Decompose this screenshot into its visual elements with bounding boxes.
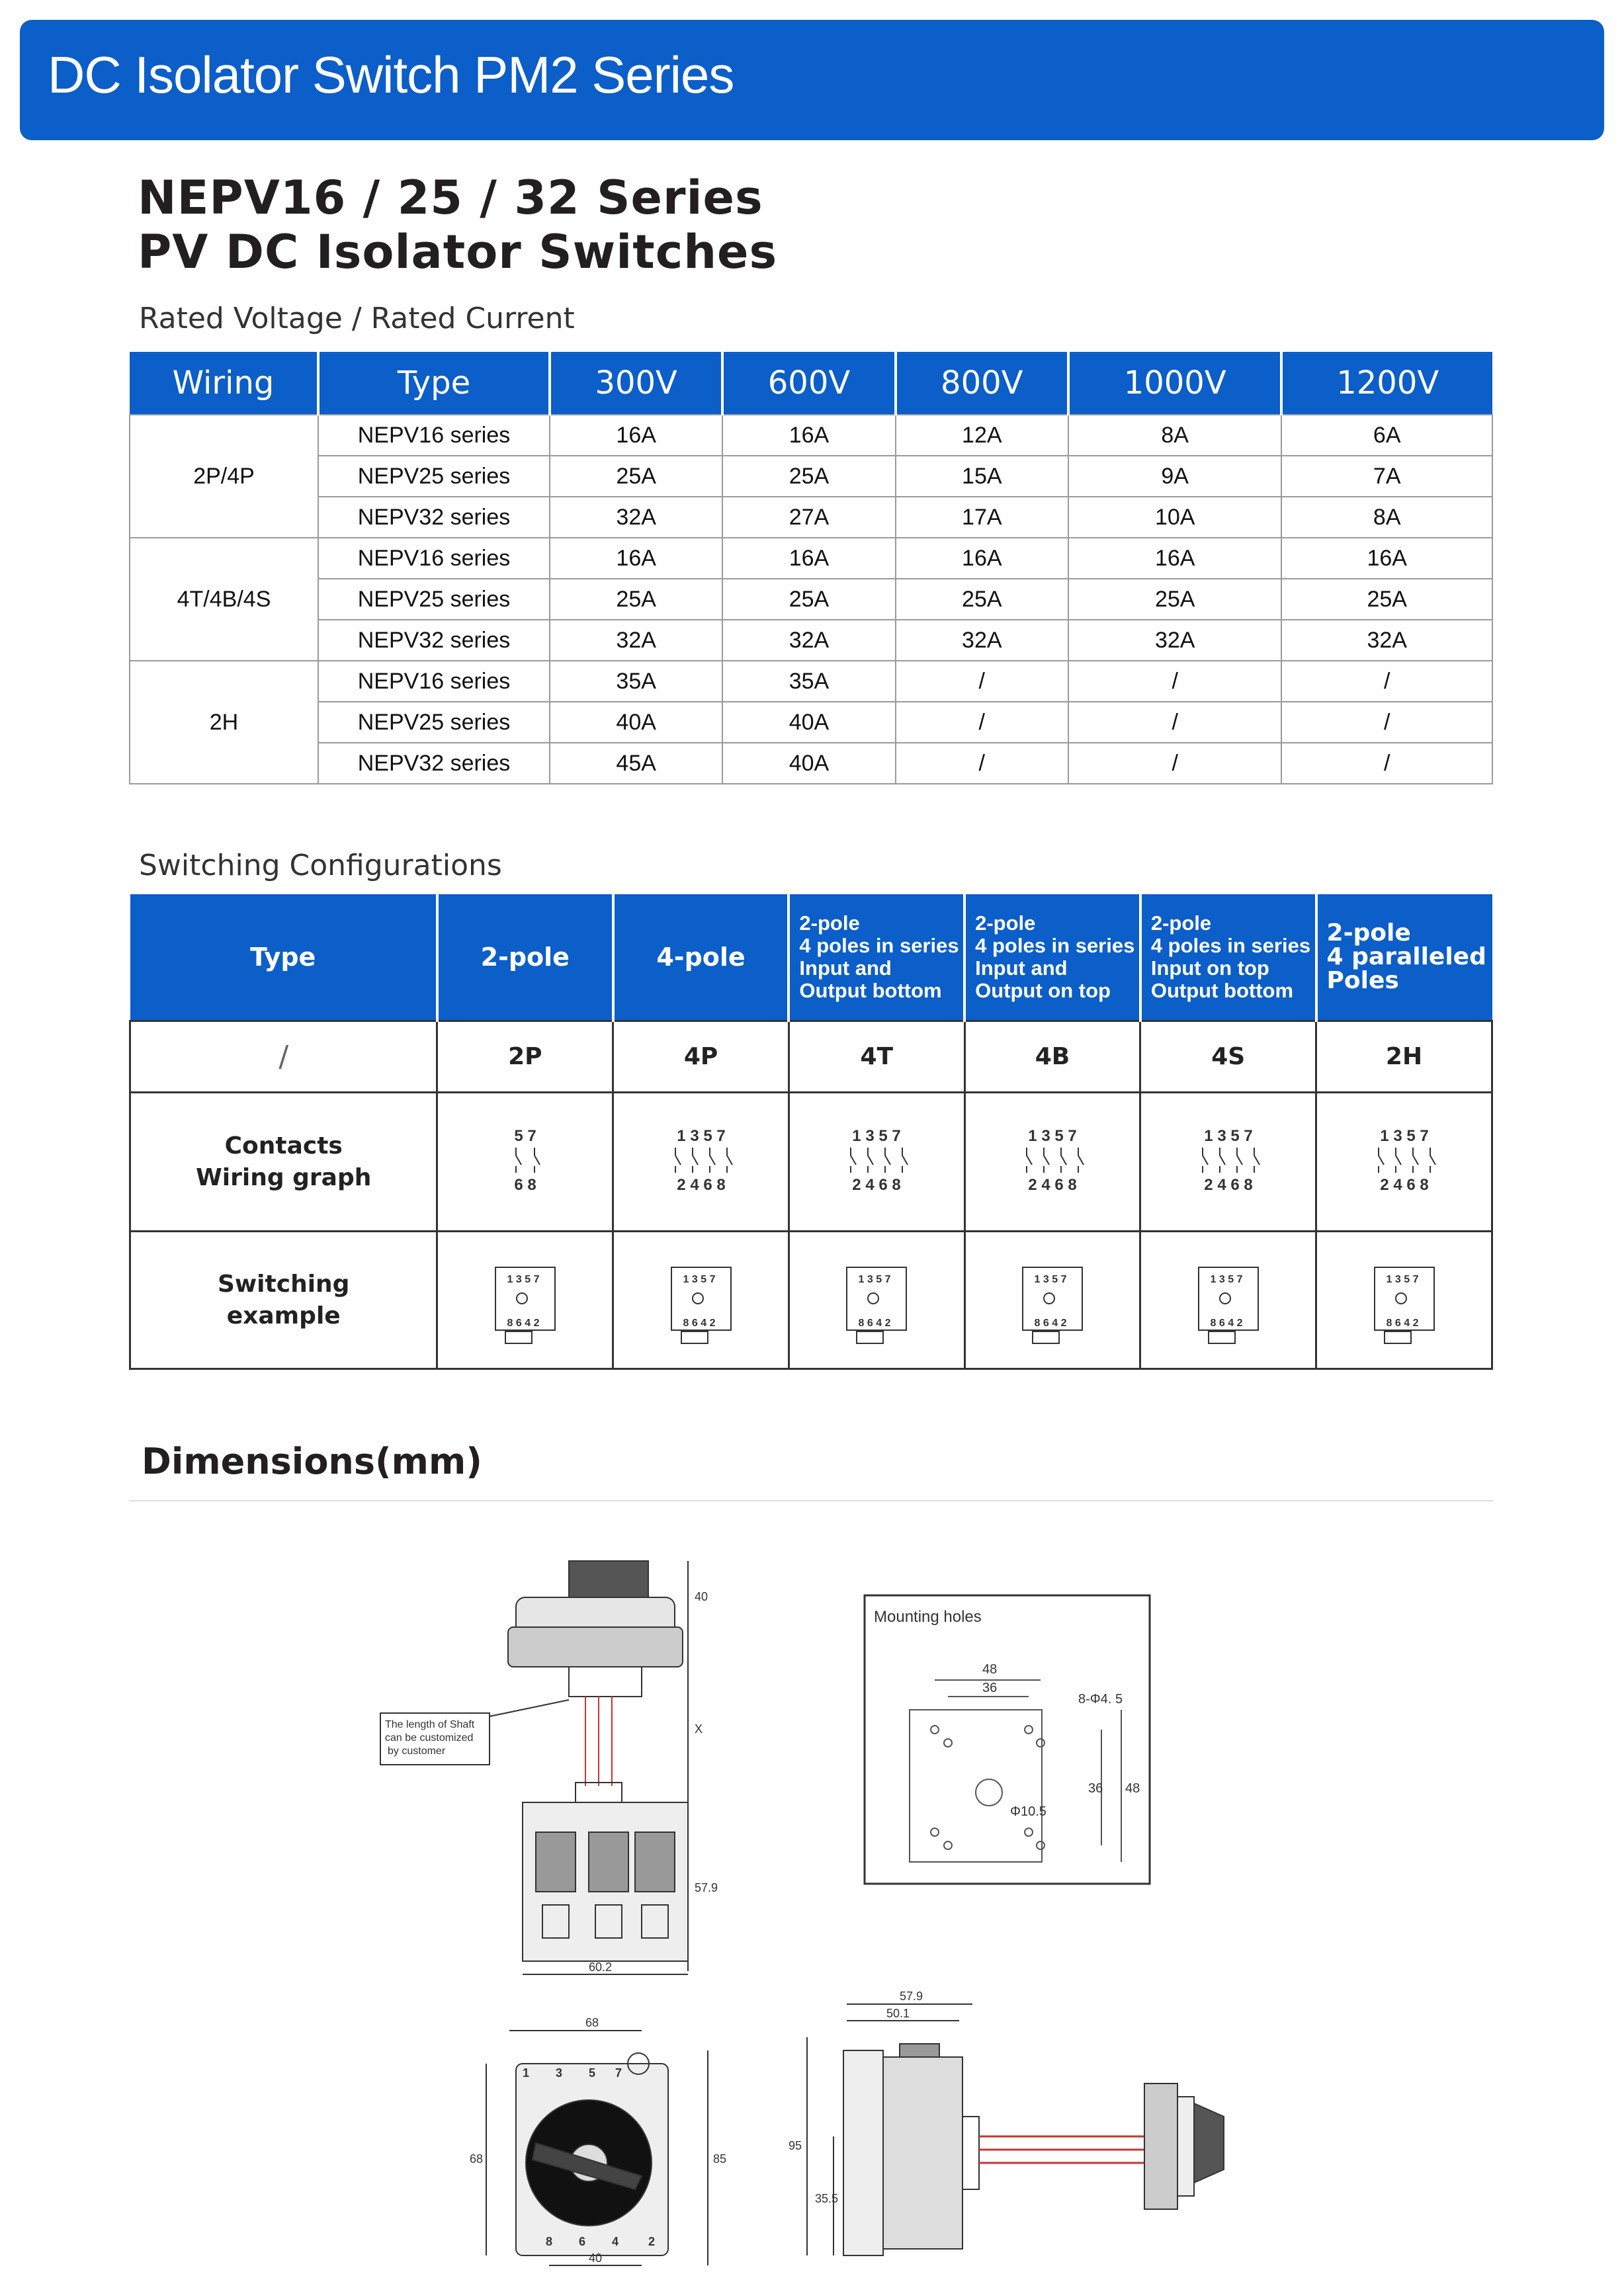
switching-table	[129, 894, 1493, 1370]
current-cell: /	[896, 702, 1068, 743]
current-cell: 8A	[1068, 415, 1282, 456]
section-divider	[129, 1500, 1493, 1501]
front-terminal-3: 3	[556, 2066, 563, 2080]
contacts-top-labels: 1 3 5 7	[852, 1127, 901, 1145]
type-cell: NEPV16 series	[318, 661, 550, 702]
current-cell: /	[1281, 743, 1492, 784]
front-dim-top: 68	[585, 2016, 599, 2029]
module-bottom-terminals: 8 6 4 2	[1034, 1318, 1067, 1329]
example-label-line1: Switching	[218, 1270, 350, 1298]
current-cell: 12A	[896, 415, 1068, 456]
current-cell: /	[1068, 743, 1282, 784]
switching-example-cell	[437, 1232, 613, 1369]
config-code-cell: 4B	[964, 1021, 1140, 1093]
switching-type-header: Type	[130, 894, 437, 1021]
contacts-graph	[1013, 1122, 1092, 1195]
type-cell: NEPV32 series	[318, 743, 550, 784]
switching-header-line: 2-pole	[1326, 919, 1411, 947]
switching-example-cell	[613, 1232, 789, 1369]
current-cell: 32A	[896, 620, 1068, 661]
contacts-graph-cell	[1316, 1093, 1492, 1232]
contacts-graph	[486, 1122, 565, 1195]
type-cell: NEPV25 series	[318, 456, 550, 497]
rated-header-5: 1000V	[1068, 352, 1282, 415]
front-terminal-5: 5	[589, 2066, 596, 2080]
mount-dim-36-top: 36	[982, 1681, 998, 1695]
side-dim-40: 40	[695, 1590, 708, 1603]
rated-header-6: 1200V	[1281, 352, 1492, 415]
current-cell: 25A	[550, 579, 722, 620]
current-cell: 25A	[1068, 579, 1282, 620]
current-cell: 40A	[550, 702, 722, 743]
module-bottom-terminals: 8 6 4 2	[683, 1318, 715, 1329]
contacts-label-line2: Wiring graph	[196, 1163, 372, 1191]
current-cell: /	[1281, 702, 1492, 743]
current-cell: 16A	[1281, 538, 1492, 579]
contacts-bottom-labels: 2 4 6 8	[1028, 1176, 1077, 1194]
contacts-top-labels: 1 3 5 7	[1203, 1127, 1253, 1145]
current-cell: 35A	[722, 661, 895, 702]
contacts-top-labels: 5 7	[514, 1127, 536, 1145]
wiring-cell: 4T/4B/4S	[130, 538, 318, 661]
shaft-note-line3: by customer	[388, 1746, 446, 1757]
current-cell: 25A	[722, 456, 895, 497]
series-heading-line2: PV DC Isolator Switches	[138, 225, 778, 279]
profile-dim-57-9: 57.9	[900, 1990, 923, 2003]
module-top-terminals: 1 3 5 7	[683, 1274, 715, 1285]
contacts-bottom-labels: 2 4 6 8	[1203, 1176, 1253, 1194]
mount-dim-48-side: 48	[1125, 1781, 1140, 1796]
current-cell: 32A	[1281, 620, 1492, 661]
current-cell: 16A	[722, 415, 895, 456]
mount-dim-36-side: 36	[1088, 1781, 1103, 1796]
switching-header-3	[964, 894, 1140, 1021]
current-cell: 45A	[550, 743, 722, 784]
rated-row	[130, 497, 1492, 538]
switching-header-line: 2-pole	[975, 911, 1036, 935]
switching-header-1: 4-pole	[613, 894, 789, 1021]
wiring-cell: 2P/4P	[130, 415, 318, 538]
front-terminal-7: 7	[615, 2066, 622, 2080]
module-top-terminals: 1 3 5 7	[507, 1274, 540, 1285]
rated-row	[130, 415, 1492, 456]
switching-header-line: 2-pole	[1150, 911, 1212, 935]
front-dim-left: 68	[470, 2152, 484, 2166]
rated-row	[130, 661, 1492, 702]
front-dim-right: 85	[713, 2152, 727, 2166]
module-bottom-terminals: 8 6 4 2	[1210, 1318, 1243, 1329]
rated-header-0: Wiring	[130, 352, 318, 415]
rated-row	[130, 620, 1492, 661]
rated-header-1: Type	[318, 352, 550, 415]
config-code-cell: 4T	[789, 1021, 964, 1093]
contacts-graph-cell	[789, 1093, 964, 1232]
current-cell: 32A	[1068, 620, 1282, 661]
type-cell: NEPV25 series	[318, 579, 550, 620]
contacts-graph-cell	[437, 1093, 613, 1232]
module-bottom-terminals: 8 6 4 2	[1386, 1318, 1418, 1329]
switching-example-cell	[964, 1232, 1140, 1369]
switching-header-line: 2-pole	[799, 911, 860, 935]
rated-header-4: 800V	[896, 352, 1068, 415]
current-cell: 15A	[896, 456, 1068, 497]
current-cell: 8A	[1281, 497, 1492, 538]
shaft-note-line2: can be customized	[385, 1732, 474, 1744]
front-terminal-8: 8	[546, 2235, 553, 2248]
switching-header-line: Output on top	[975, 979, 1111, 1002]
title-banner	[20, 20, 1604, 140]
profile-view-drawing	[774, 1984, 1250, 2269]
config-code-cell: 4P	[613, 1021, 789, 1093]
current-cell: /	[896, 743, 1068, 784]
current-cell: 25A	[896, 579, 1068, 620]
switching-header-2	[789, 894, 964, 1021]
mount-hole-spec: 8-Φ4. 5	[1078, 1692, 1123, 1706]
current-cell: 6A	[1281, 415, 1492, 456]
contacts-graph	[662, 1122, 741, 1195]
current-cell: 16A	[896, 538, 1068, 579]
rated-row	[130, 743, 1492, 784]
switching-header-line: 4 poles in series	[975, 934, 1135, 957]
example-row-label	[130, 1232, 437, 1369]
current-cell: 40A	[722, 702, 895, 743]
rated-header-3: 600V	[722, 352, 895, 415]
type-cell: NEPV32 series	[318, 497, 550, 538]
current-cell: 32A	[550, 620, 722, 661]
module-top-terminals: 1 3 5 7	[1210, 1274, 1243, 1285]
switch-module-icon	[1185, 1244, 1271, 1350]
contacts-bottom-labels: 2 4 6 8	[676, 1176, 726, 1194]
switching-example-cell	[1316, 1232, 1492, 1369]
front-terminal-1: 1	[523, 2066, 530, 2080]
side-view-drawing	[370, 1535, 741, 1991]
type-cell: NEPV32 series	[318, 620, 550, 661]
current-cell: 9A	[1068, 456, 1282, 497]
front-dim-bottom: 40	[589, 2252, 603, 2265]
switching-header-line: Poles	[1326, 967, 1399, 994]
config-code-cell: 2P	[437, 1021, 613, 1093]
rated-caption: Rated Voltage / Rated Current	[139, 302, 575, 335]
current-cell: 16A	[550, 538, 722, 579]
contacts-top-labels: 1 3 5 7	[676, 1127, 726, 1145]
config-code-cell: 2H	[1316, 1021, 1492, 1093]
switch-module-icon	[1361, 1244, 1447, 1350]
config-code-cell: 4S	[1140, 1021, 1316, 1093]
side-dim-57-9: 57.9	[695, 1881, 718, 1894]
current-cell: 25A	[722, 579, 895, 620]
banner-title: DC Isolator Switch PM2 Series	[48, 46, 734, 104]
type-cell: NEPV25 series	[318, 702, 550, 743]
current-cell: 25A	[1281, 579, 1492, 620]
current-cell: 10A	[1068, 497, 1282, 538]
current-cell: /	[1281, 661, 1492, 702]
contacts-graph-cell	[1140, 1093, 1316, 1232]
front-view-drawing	[456, 2011, 741, 2272]
mounting-title: Mounting holes	[874, 1608, 982, 1626]
switching-header-line: 4 poles in series	[1150, 934, 1311, 957]
profile-dim-95: 95	[789, 2139, 802, 2152]
current-cell: /	[896, 661, 1068, 702]
rated-table	[129, 352, 1493, 784]
switching-header-5	[1316, 894, 1492, 1021]
front-terminal-4: 4	[612, 2235, 619, 2248]
contacts-top-labels: 1 3 5 7	[1028, 1127, 1077, 1145]
contacts-top-labels: 1 3 5 7	[1379, 1127, 1429, 1145]
current-cell: 32A	[550, 497, 722, 538]
contacts-bottom-labels: 2 4 6 8	[1379, 1176, 1429, 1194]
wiring-cell: 2H	[130, 661, 318, 784]
switch-module-icon	[658, 1244, 744, 1350]
current-cell: 25A	[550, 456, 722, 497]
switch-module-icon	[833, 1244, 919, 1350]
switching-caption: Switching Configurations	[139, 849, 502, 882]
contacts-graph-cell	[613, 1093, 789, 1232]
switching-example-cell	[1140, 1232, 1316, 1369]
front-terminal-6: 6	[579, 2235, 586, 2248]
rated-header-2: 300V	[550, 352, 722, 415]
switching-header-line: Output bottom	[1150, 979, 1294, 1002]
mount-dim-48-top: 48	[982, 1662, 998, 1677]
switching-header-line: Input and	[975, 956, 1068, 980]
front-terminal-2: 2	[648, 2235, 656, 2248]
current-cell: 27A	[722, 497, 895, 538]
shaft-note-line1: The length of Shaft	[385, 1719, 475, 1730]
side-dim-60-2: 60.2	[589, 1960, 613, 1974]
side-dim-x: X	[695, 1722, 703, 1736]
contacts-row-label	[130, 1093, 437, 1232]
module-top-terminals: 1 3 5 7	[858, 1274, 891, 1285]
contacts-graph	[1189, 1122, 1268, 1195]
rated-row	[130, 579, 1492, 620]
switching-header-line: Input on top	[1150, 956, 1269, 980]
type-cell: NEPV16 series	[318, 538, 550, 579]
rated-row	[130, 702, 1492, 743]
current-cell: 7A	[1281, 456, 1492, 497]
profile-dim-50-1: 50.1	[886, 2007, 910, 2020]
contacts-bottom-labels: 2 4 6 8	[852, 1176, 901, 1194]
contacts-bottom-labels: 6 8	[514, 1176, 536, 1194]
switch-module-icon	[482, 1244, 568, 1350]
module-top-terminals: 1 3 5 7	[1386, 1274, 1418, 1285]
series-heading-line1: NEPV16 / 25 / 32 Series	[138, 171, 763, 225]
switch-module-icon	[1009, 1244, 1095, 1350]
contacts-graph-cell	[964, 1093, 1140, 1232]
switching-header-line: Output bottom	[799, 979, 942, 1002]
switching-example-cell	[789, 1232, 964, 1369]
current-cell: 16A	[1068, 538, 1282, 579]
code-row-label: /	[130, 1021, 437, 1093]
rated-row	[130, 456, 1492, 497]
switching-header-4	[1140, 894, 1316, 1021]
profile-dim-35-5: 35.5	[815, 2192, 839, 2205]
example-label-line2: example	[226, 1302, 341, 1329]
mount-center-hole: Φ10.5	[1010, 1804, 1047, 1819]
module-bottom-terminals: 8 6 4 2	[858, 1318, 891, 1329]
dimensions-title: Dimensions(mm)	[142, 1441, 482, 1482]
switching-header-line: Input and	[799, 956, 892, 980]
type-cell: NEPV16 series	[318, 415, 550, 456]
current-cell: 35A	[550, 661, 722, 702]
current-cell: /	[1068, 702, 1282, 743]
switching-header-line: 4 paralleled	[1326, 943, 1486, 970]
switching-header-line: 4 poles in series	[799, 934, 959, 957]
contacts-graph	[1365, 1122, 1444, 1195]
series-heading	[138, 171, 777, 279]
contacts-label-line1: Contacts	[224, 1132, 343, 1159]
current-cell: 32A	[722, 620, 895, 661]
current-cell: 16A	[550, 415, 722, 456]
contacts-graph	[837, 1122, 916, 1195]
current-cell: 17A	[896, 497, 1068, 538]
rated-row	[130, 538, 1492, 579]
current-cell: /	[1068, 661, 1282, 702]
current-cell: 16A	[722, 538, 895, 579]
module-bottom-terminals: 8 6 4 2	[507, 1318, 540, 1329]
current-cell: 40A	[722, 743, 895, 784]
module-top-terminals: 1 3 5 7	[1034, 1274, 1067, 1285]
switching-header-0: 2-pole	[437, 894, 613, 1021]
mounting-holes-drawing	[863, 1594, 1151, 1885]
